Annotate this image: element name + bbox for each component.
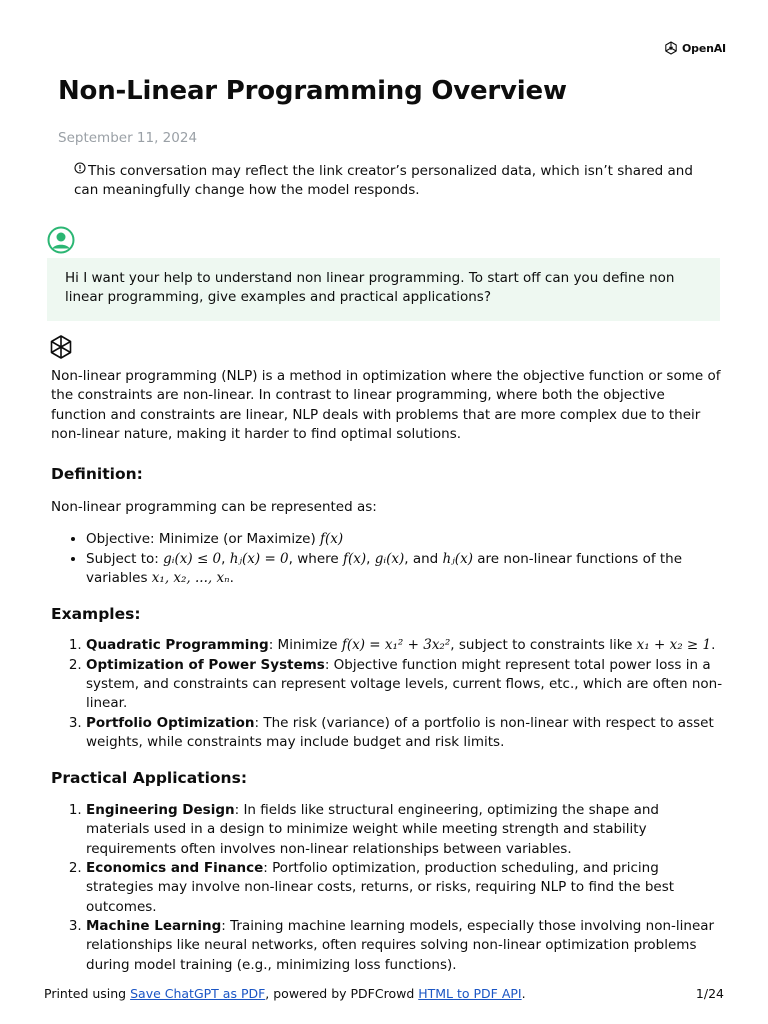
list-item: 2. Optimization of Power Systems: Objective function might represent total power loss in a system, and constraints can represent voltage levels, current flows, etc., which are often non-linear. (86, 656, 723, 714)
math-expression: hⱼ(x) = 0 (229, 550, 289, 567)
user-avatar-icon (47, 226, 75, 254)
assistant-avatar-icon (47, 333, 75, 361)
page-number: 1/24 (695, 986, 724, 1001)
list-item: 1. Engineering Design: In fields like structural engineering, optimizing the shape and materials used in a design to minimize weight while meeting strength and stability requirements often involves non-linear relationships between variables. (86, 801, 723, 859)
brand-name: OpenAI (682, 41, 726, 55)
list-item: 3. Machine Learning: Training machine learning models, especially those involving non-linear relationships like neural networks, often requires solving non-linear optimization problems during model training (e.g., minimizing loss functions). (86, 917, 723, 975)
math-expression: gᵢ(x) ≤ 0 (163, 550, 222, 567)
notice-text: This conversation may reflect the link creator’s personalized data, which isn’t shared and can meaningfully change how the model responds. (74, 163, 693, 198)
page-footer (44, 986, 724, 1001)
personalization-notice (74, 162, 714, 200)
math-expression: x₁, x₂, ..., xₙ (151, 570, 230, 587)
openai-logo (663, 40, 726, 56)
applications-heading: Practical Applications: (51, 769, 248, 788)
math-expression: f(x) (320, 531, 344, 548)
list-item: • Subject to: gᵢ(x) ≤ 0, hⱼ(x) = 0, where f(x), gᵢ(x), and hⱼ(x) are non-linear functions of the variables x₁, x₂, ..., xₙ. (86, 550, 723, 589)
html-to-pdf-api-link[interactable]: HTML to PDF API (418, 986, 522, 1001)
response-intro: Non-linear programming (NLP) is a method in optimization where the objective function or some of the constraints are non-linear. In contrast to linear programming, where both the objective function and constraints are linear, NLP deals with problems that are more complex due to their non-linear nature, making it harder to find optimal solutions. (51, 368, 721, 442)
openai-icon (663, 40, 679, 56)
list-item: 2. Economics and Finance: Portfolio optimization, production scheduling, and pricing strategies may involve non-linear costs, returns, or risks, requiring NLP to find the best outcomes. (86, 859, 723, 917)
math-expression: f(x) (343, 550, 367, 567)
info-icon (74, 162, 86, 174)
definition-heading: Definition: (51, 465, 143, 484)
examples-heading: Examples: (51, 605, 141, 624)
user-message-text: Hi I want your help to understand non linear programming. To start off can you define non linear programming, give examples and practical applications? (65, 270, 675, 305)
math-expression: hⱼ(x) (442, 550, 473, 567)
math-expression: f(x) = x₁² + 3x₂² (341, 637, 451, 654)
math-expression: x₁ + x₂ ≥ 1 (636, 637, 712, 654)
definition-list (51, 530, 723, 588)
list-item: 3. Portfolio Optimization: The risk (variance) of a portfolio is non-linear with respect to asset weights, while constraints may include budget and risk limits. (86, 714, 723, 753)
footer-credit: Printed using Save ChatGPT as PDF, powered by PDFCrowd HTML to PDF API. (44, 986, 526, 1001)
list-item: • Objective: Minimize (or Maximize) f(x) (86, 530, 723, 549)
definition-lead: Non-linear programming can be represented as: (51, 499, 377, 516)
applications-list (51, 801, 723, 975)
user-message (47, 258, 720, 321)
math-expression: gᵢ(x) (374, 550, 405, 567)
assistant-response (51, 367, 723, 975)
list-item: 1. Quadratic Programming: Minimize f(x) = x₁² + 3x₂², subject to constraints like x₁ + x₂ ≥ 1. (86, 636, 723, 655)
conversation-date: September 11, 2024 (58, 130, 198, 146)
save-chatgpt-pdf-link[interactable]: Save ChatGPT as PDF (130, 986, 266, 1001)
page-title: Non-Linear Programming Overview (58, 76, 567, 106)
examples-list (51, 636, 723, 752)
